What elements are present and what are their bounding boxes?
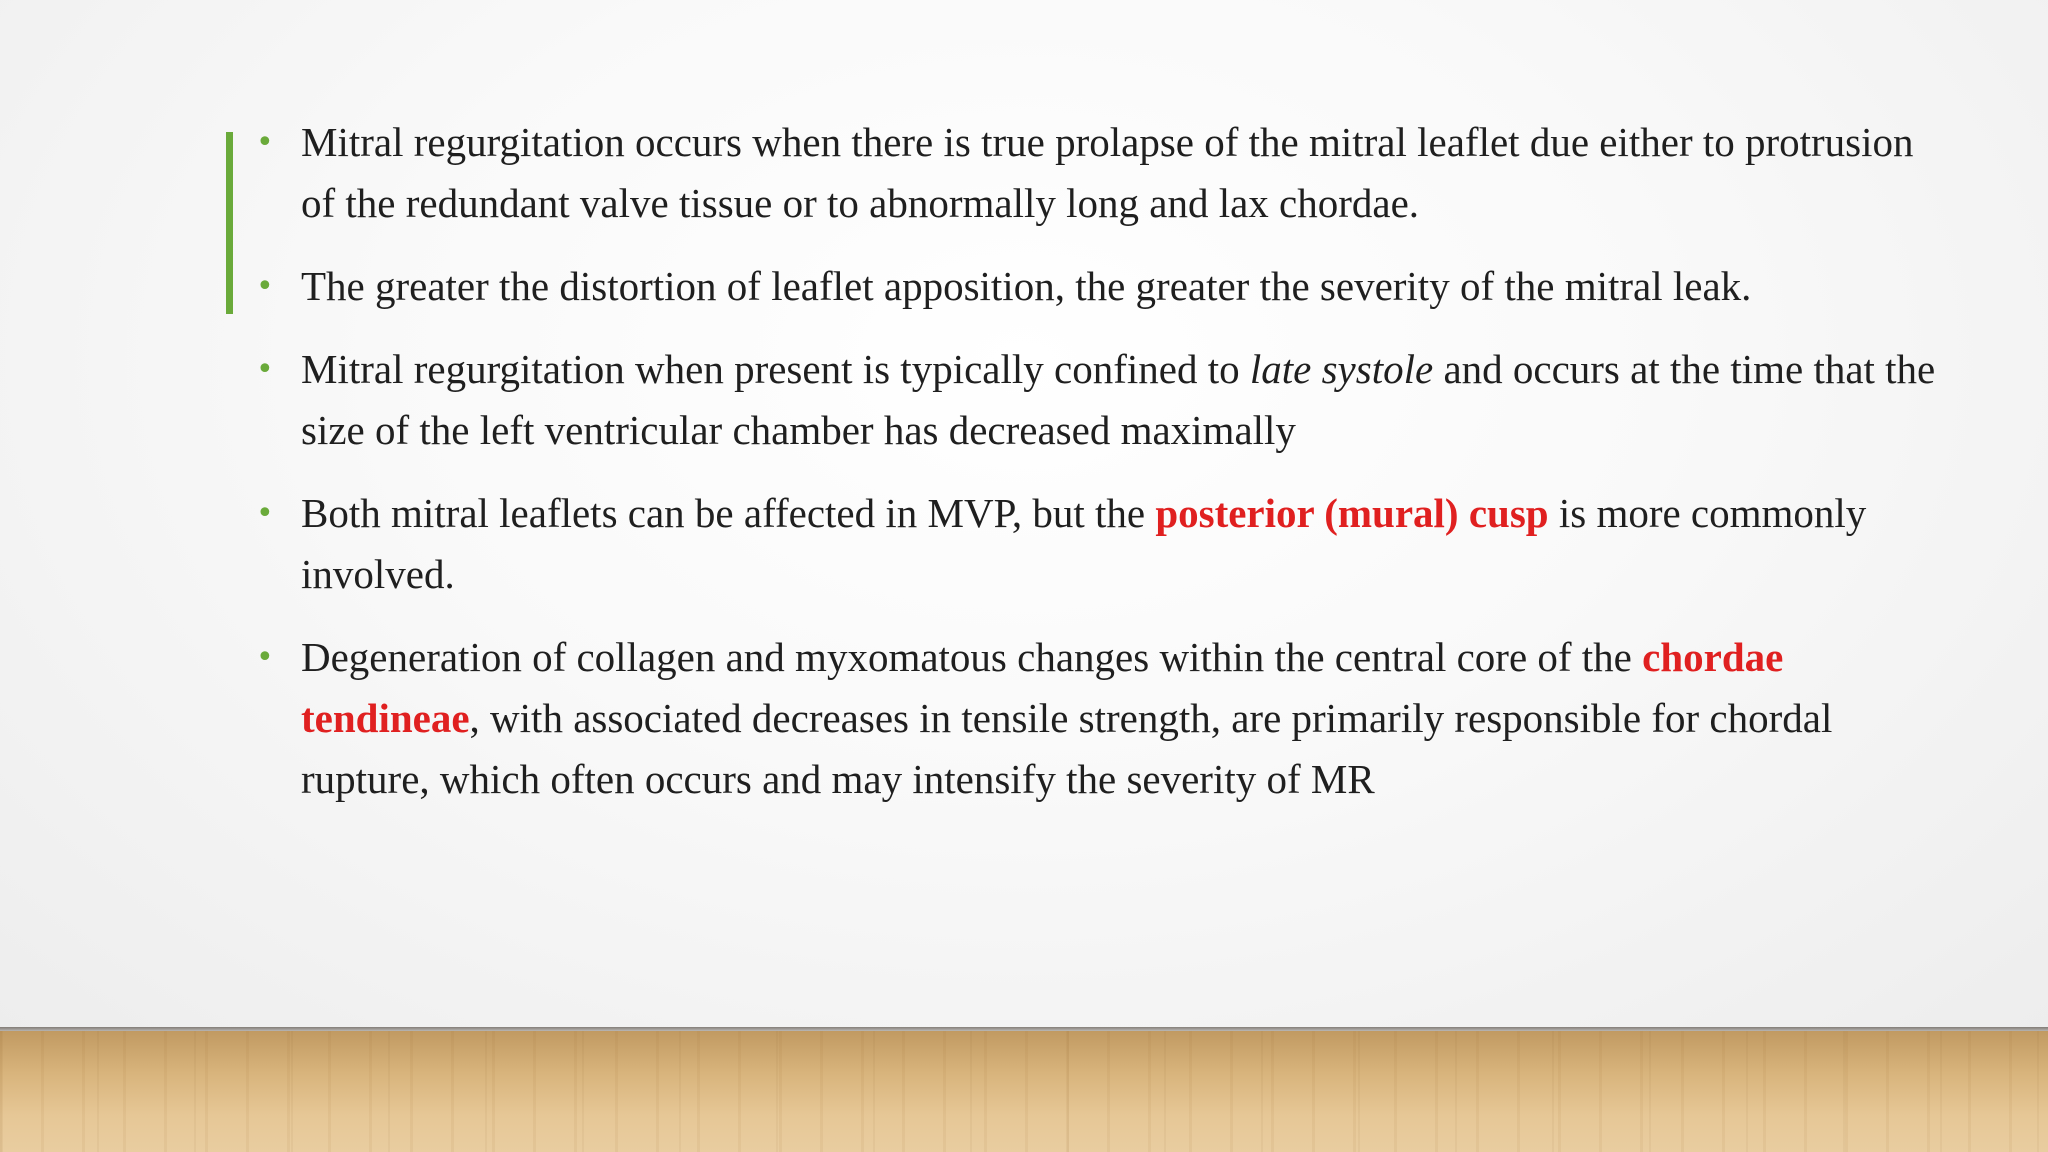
bullet-item xyxy=(256,339,1936,461)
bullet-item xyxy=(256,256,1936,317)
highlight-text: posterior (mural) cusp xyxy=(1155,490,1549,536)
accent-bar xyxy=(226,132,233,314)
bullet-item xyxy=(256,627,1936,810)
emphasis-text: late systole xyxy=(1249,346,1434,392)
bullet-text: Both mitral leaflets can be affected in MVP, but the xyxy=(301,490,1156,536)
bullet-dot-icon: • xyxy=(256,352,274,387)
bullet-text: , with associated decreases in tensile strength, are primarily responsible for chordal rupture, which often occurs and may intensify the severity of MR xyxy=(301,695,1833,802)
bullet-item xyxy=(256,483,1936,605)
wood-floor xyxy=(0,1031,2048,1152)
bullet-text: Degeneration of collagen and myxomatous changes within the central core of the xyxy=(301,634,1643,680)
bullet-text: and occurs at the time that the size of the left ventricular chamber has decreased maximally xyxy=(301,346,1936,453)
bullet-dot-icon: • xyxy=(256,269,274,304)
bullet-text: The greater the distortion of leaflet apposition, the greater the severity of the mitral leak. xyxy=(301,263,1752,309)
bullet-dot-icon: • xyxy=(256,640,274,675)
bullet-text: Mitral regurgitation occurs when there is true prolapse of the mitral leaflet due either to protrusion of the redundant valve tissue or to abnormally long and lax chordae. xyxy=(301,119,1914,226)
bullet-list xyxy=(256,112,1936,832)
bullet-dot-icon: • xyxy=(256,125,274,160)
bullet-item xyxy=(256,112,1936,234)
highlight-text: chordae tendineae xyxy=(301,634,1784,741)
bullet-text: Mitral regurgitation when present is typically confined to xyxy=(301,346,1250,392)
bullet-dot-icon: • xyxy=(256,496,274,531)
bullet-text: is more commonly involved. xyxy=(301,490,1867,597)
